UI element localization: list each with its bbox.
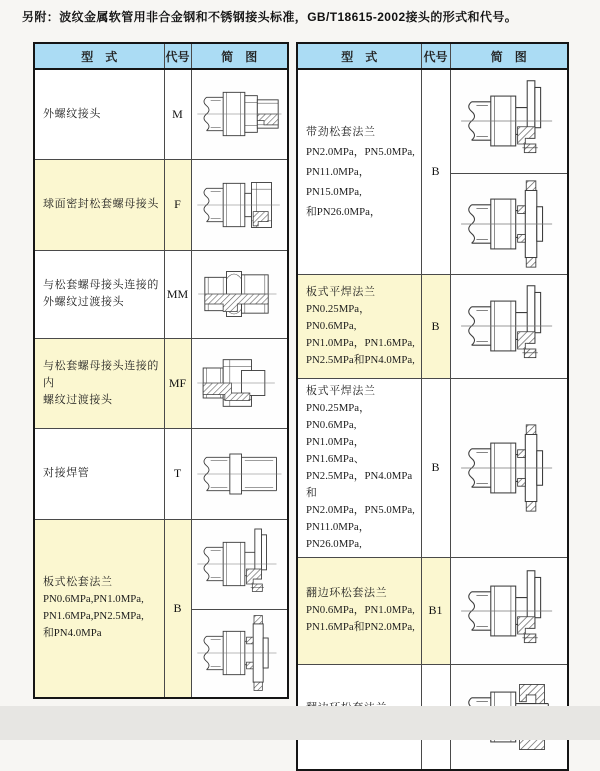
type-line: 带劲松套法兰	[306, 125, 376, 138]
code-cell: F	[164, 159, 191, 250]
diagram-cell	[191, 609, 288, 698]
type-line: PN2.5MPa，PN4.0MPa和	[306, 469, 413, 499]
type-line: PN1.6MPa,PN2.5MPa,	[43, 610, 144, 623]
type-line: 和PN26.0MPa，	[306, 205, 381, 218]
diagram-cell	[450, 557, 568, 664]
hose-flange-up-diagram	[455, 75, 563, 167]
type-line: 板式松套法兰	[43, 576, 113, 589]
type-cell	[34, 338, 164, 428]
type-cell	[34, 69, 164, 159]
type-line: PN1.0MPa，PN1.6MPa,	[306, 336, 415, 349]
type-line: PN1.0MPa，PN1.6MPa、	[306, 435, 365, 465]
header-right-2: 简 图	[450, 43, 568, 69]
type-cell	[34, 250, 164, 338]
diagram-cell	[450, 173, 568, 274]
header-left-2: 简 图	[191, 43, 288, 69]
type-line: 与松套螺母接头连接的	[43, 279, 159, 291]
code-cell: B	[164, 519, 191, 698]
code-cell: B	[421, 378, 450, 557]
diagram-cell	[191, 250, 288, 338]
code-cell: M	[164, 69, 191, 159]
diagram-cell	[450, 69, 568, 173]
type-line: 板式平焊法兰	[306, 285, 376, 298]
code-cell: T	[164, 428, 191, 519]
table-left	[33, 42, 289, 699]
header-right-1: 代号	[421, 43, 450, 69]
type-line: PN0.25MPa，PN0.6MPa,	[306, 302, 370, 332]
code-cell: MF	[164, 338, 191, 428]
hose-flange-sym-diagram	[455, 178, 563, 270]
hose-flange-up-diagram	[455, 280, 563, 372]
page-title: 另附：波纹金属软管用非合金钢和不锈钢接头标准，GB/T18615-2002接头的形式和代号。	[22, 10, 518, 24]
hose-nut-male-diagram	[192, 74, 286, 154]
type-line: PN11.0MPa，PN26.0MPa,	[306, 520, 370, 550]
diagram-cell	[450, 274, 568, 378]
type-line: PN0.6MPa,PN1.0MPa,	[43, 593, 144, 606]
code-cell: B	[421, 69, 450, 274]
code-cell: B1	[421, 557, 450, 664]
type-cell	[34, 519, 164, 698]
type-line: 和PN4.0MPa	[43, 627, 102, 640]
type-line: 对接焊管	[43, 467, 90, 479]
table-right	[296, 42, 569, 771]
type-cell	[34, 428, 164, 519]
butt-weld-pipe-diagram	[192, 434, 286, 514]
header-left-0: 型 式	[34, 43, 164, 69]
type-cell	[297, 69, 421, 274]
code-cell: B	[421, 274, 450, 378]
diagram-cell	[191, 159, 288, 250]
diagram-cell	[191, 69, 288, 159]
type-cell	[297, 378, 421, 557]
hose-flange-up-diagram	[192, 524, 286, 604]
diagram-cell	[191, 519, 288, 609]
code-cell: MM	[164, 250, 191, 338]
type-cell	[34, 159, 164, 250]
type-line: PN2.5MPa和PN4.0MPa,	[306, 353, 415, 366]
type-line: 板式平焊法兰	[306, 384, 376, 397]
type-line: PN2.0MPa，PN5.0MPa,	[306, 145, 415, 158]
type-line: 外螺纹过渡接头	[43, 296, 125, 308]
diagram-cell	[191, 428, 288, 519]
page-bottom-margin	[0, 706, 600, 740]
type-line: 球面密封松套螺母接头	[43, 198, 159, 210]
type-line: 外螺纹接头	[43, 107, 101, 120]
header-left-1: 代号	[164, 43, 191, 69]
type-line: PN2.0MPa，PN5.0MPa,	[306, 503, 415, 516]
type-cell	[297, 274, 421, 378]
type-line: PN0.6MPa，PN1.0MPa,	[306, 604, 415, 616]
header-right-0: 型 式	[297, 43, 421, 69]
diagram-cell	[191, 338, 288, 428]
adapter-male-male-diagram	[192, 254, 286, 334]
type-line: 与松套螺母接头连接的内	[43, 359, 159, 389]
hose-flange-up-diagram	[455, 565, 563, 657]
type-line: 翻边环松套法兰	[306, 587, 388, 599]
type-line: 螺纹过渡接头	[43, 393, 113, 406]
hose-flange-sym-diagram	[192, 613, 286, 693]
diagram-cell	[450, 378, 568, 557]
adapter-male-female-diagram	[192, 343, 286, 423]
hose-flange-sym-diagram	[455, 422, 563, 514]
type-line: PN1.6MPa和PN2.0MPa,	[306, 621, 415, 633]
hose-nut-female-diagram	[192, 165, 286, 245]
type-line: PN0.25MPa，PN0.6MPa,	[306, 401, 370, 431]
type-cell	[297, 557, 421, 664]
type-line: PN11.0MPa，PN15.0MPa,	[306, 165, 370, 198]
